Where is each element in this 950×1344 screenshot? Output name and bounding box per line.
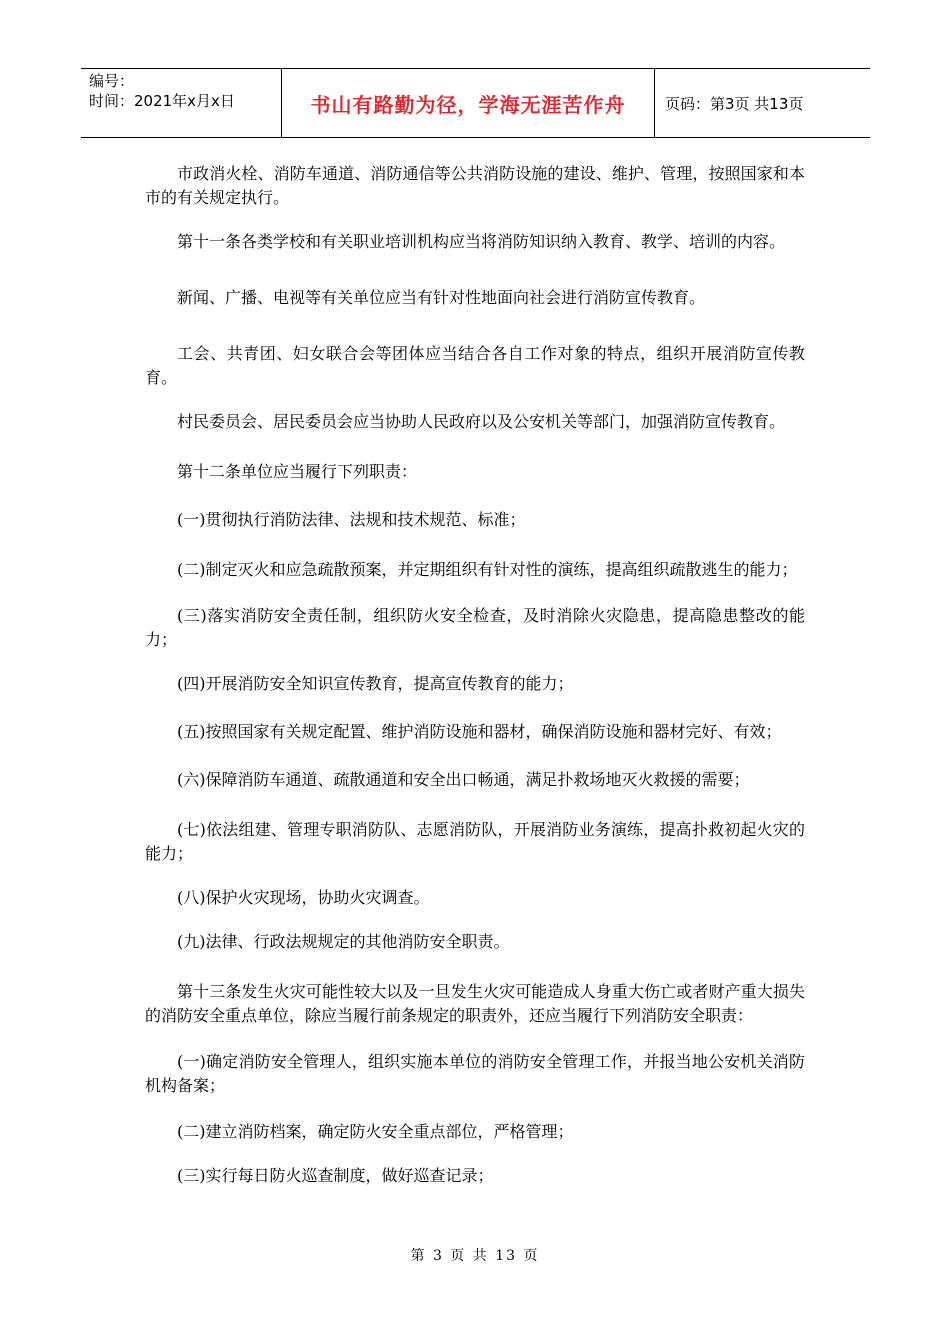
paragraph: 新闻、广播、电视等有关单位应当有针对性地面向社会进行消防宣传教育。 xyxy=(177,288,706,307)
paragraph: 工会、共青团、妇女联合会等团体应当结合各自工作对象的特点，组织开展消防宣传教育。 xyxy=(145,344,805,387)
paragraph: (四)开展消防安全知识宣传教育，提高宣传教育的能力； xyxy=(177,674,574,693)
paragraph: 村民委员会、居民委员会应当协助人民政府以及公安机关等部门，加强消防宣传教育。 xyxy=(177,412,786,431)
paragraph: (八)保护火灾现场，协助火灾调查。 xyxy=(177,888,430,907)
paragraph: (六)保障消防车通道、疏散通道和安全出口畅通，满足扑救场地灭火救援的需要； xyxy=(177,770,750,789)
paragraph: (二)建立消防档案，确定防火安全重点部位，严格管理； xyxy=(177,1122,574,1141)
paragraph: (三)落实消防安全责任制，组织防火安全检查，及时消除火灾隐患，提高隐患整改的能力； xyxy=(145,606,805,649)
document-body xyxy=(145,150,805,1188)
paragraph: (三)实行每日防火巡查制度，做好巡查记录； xyxy=(177,1166,494,1185)
paragraph: (二)制定灭火和应急疏散预案，并定期组织有针对性的演练，提高组织疏散逃生的能力； xyxy=(177,560,798,579)
paragraph: 第十一条各类学校和有关职业培训机构应当将消防知识纳入教育、教学、培训的内容。 xyxy=(177,232,786,251)
paragraph: 第十三条发生火灾可能性较大以及一旦发生火灾可能造成人身重大伤亡或者财产重大损失的消防安全重点单位，除应当履行前条规定的职责外，还应当履行下列消防安全职责： xyxy=(145,982,805,1025)
paragraph: (七)依法组建、管理专职消防队、志愿消防队，开展消防业务演练，提高扑救初起火灾的能力； xyxy=(145,820,805,863)
page-footer: 第 3 页 共 13 页 xyxy=(410,1248,540,1264)
paragraph: (一)确定消防安全管理人，组织实施本单位的消防安全管理工作，并报当地公安机关消防机构备案； xyxy=(145,1052,805,1095)
document-date-label: 时间：2021年x月x日 xyxy=(89,92,235,110)
paragraph: 市政消火栓、消防车通道、消防通信等公共消防设施的建设、维护、管理，按照国家和本市的有关规定执行。 xyxy=(145,164,805,207)
header-motto: 书山有路勤为径，学海无涯苦作舟 xyxy=(281,69,655,137)
paragraph: (五)按照国家有关规定配置、维护消防设施和器材，确保消防设施和器材完好、有效； xyxy=(177,722,782,741)
page-header xyxy=(81,68,870,138)
paragraph: (一)贯彻执行消防法律、法规和技术规范、标准； xyxy=(177,510,526,529)
header-page-number: 页码：第3页 共13页 xyxy=(665,94,804,113)
document-number-label: 编号： xyxy=(89,72,135,90)
paragraph: 第十二条单位应当履行下列职责： xyxy=(177,462,418,481)
header-meta xyxy=(81,69,281,137)
paragraph: (九)法律、行政法规规定的其他消防安全职责。 xyxy=(177,932,510,951)
